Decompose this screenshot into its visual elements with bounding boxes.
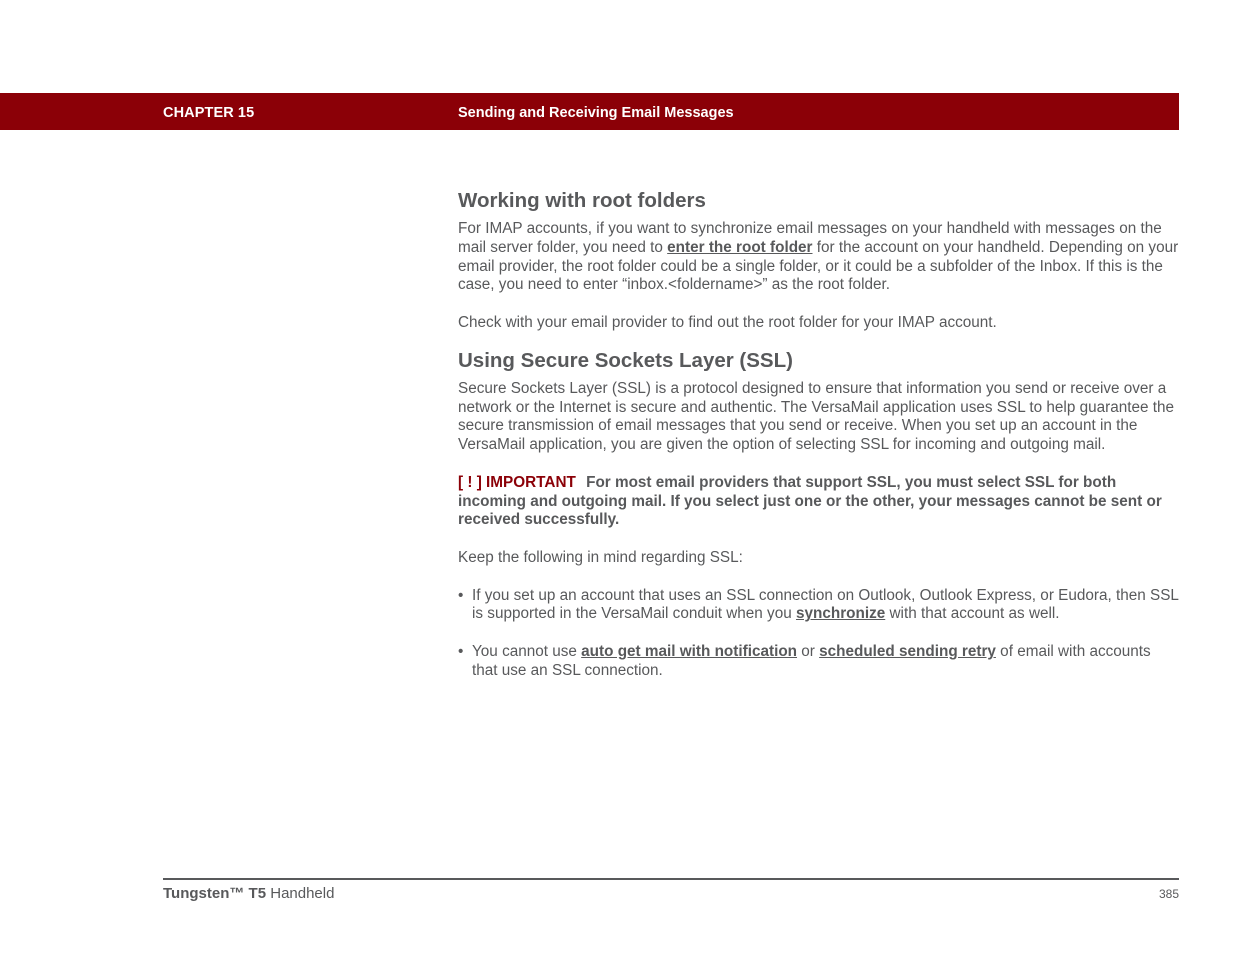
ssl-intro-paragraph: Secure Sockets Layer (SSL) is a protocol designed to ensure that information you send or receive over a network or the Internet is secure and authentic. The VersaMail application uses SSL to help guarantee the secure transmission of email messages that you send or receive. When you set up an account in the VersaMail application, you are given the option of selecting SSL for incoming and outgoing mail. [458, 379, 1174, 454]
text: For IMAP accounts, if you want to synchronize email messages on your handheld with messages on the mail server folder, you need to [458, 220, 1162, 256]
ssl-keep-in-mind: Keep the following in mind regarding SSL: [458, 548, 743, 566]
important-label: IMPORTANT [486, 473, 576, 491]
chapter-number: CHAPTER 15 [163, 105, 255, 121]
root-folders-check-paragraph: Check with your email provider to find out the root folder for your IMAP account. [458, 313, 997, 331]
chapter-title: Sending and Receiving Email Messages [458, 105, 734, 121]
section-heading-root-folders: Working with root folders [458, 189, 706, 212]
text: or [797, 642, 820, 660]
auto-get-mail-link[interactable]: auto get mail with notification [581, 642, 798, 660]
list-item [458, 587, 1180, 625]
important-text: For most email providers that support SSL, you must select SSL for both incoming and outgoing mail. If you select just one or the other, your messages cannot be sent or received successfully. [458, 473, 1162, 529]
root-folders-paragraph [458, 220, 1180, 295]
ssl-section [458, 348, 1180, 681]
ssl-bullet-list [458, 587, 1180, 681]
section-heading-ssl: Using Secure Sockets Layer (SSL) [458, 348, 793, 372]
footer-brand: Tungsten™ T5 [163, 885, 267, 902]
text: If you set up an account that uses an SSL connection on Outlook, Outlook Express, or Eudora, then SSL is supported in the VersaMail conduit when you [472, 586, 1179, 623]
footer-divider [163, 878, 1179, 880]
bullet-icon: • [458, 586, 464, 604]
enter-root-folder-link[interactable]: enter the root folder [667, 238, 813, 256]
important-note [458, 474, 1180, 530]
main-content [458, 188, 1180, 699]
footer-product-name [163, 885, 334, 902]
scheduled-sending-retry-link[interactable]: scheduled sending retry [819, 642, 996, 660]
text: of email with accounts that use an SSL connection. [472, 642, 1151, 679]
text: for the account on your handheld. Depending on your email provider, the root folder could be a single folder, or it could be a subfolder of the Inbox. If this is the case, you need to enter “inbox.<foldername>” as the root folder. [458, 238, 1179, 294]
text: with that account as well. [885, 605, 1060, 623]
synchronize-link[interactable]: synchronize [795, 605, 886, 623]
footer-product: Handheld [266, 885, 335, 902]
text: You cannot use [472, 642, 582, 660]
list-item [458, 643, 1180, 681]
page-number: 385 [1158, 887, 1179, 901]
important-icon: [ ! ] [458, 473, 482, 491]
bullet-icon: • [458, 642, 464, 660]
